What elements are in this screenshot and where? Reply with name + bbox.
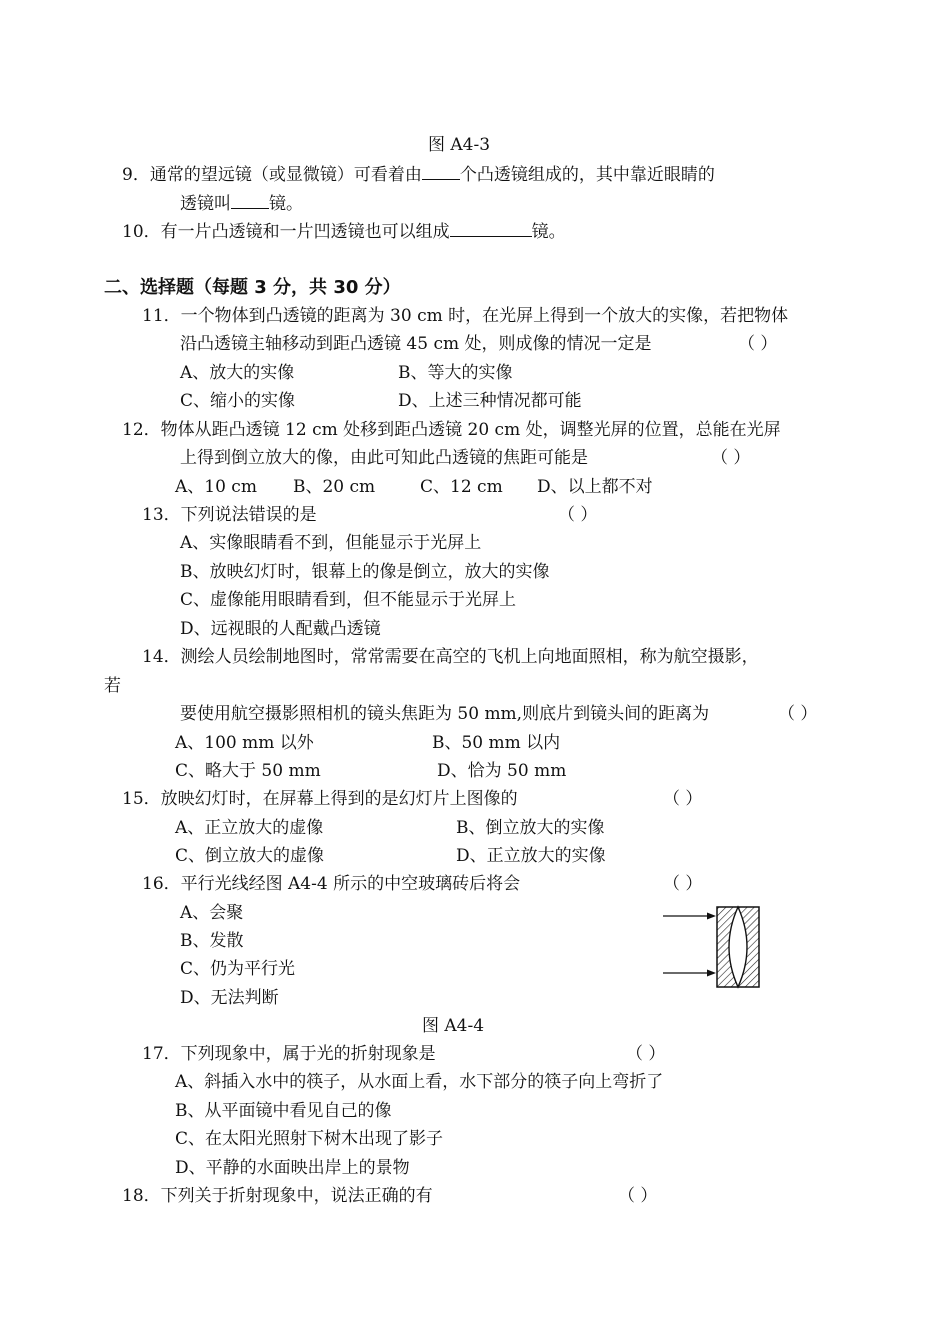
- question-12-line-2: 上得到倒立放大的像，由此可知此凸透镜的焦距可能是: [180, 448, 588, 468]
- q11-option-c[interactable]: C、缩小的实像: [180, 391, 296, 411]
- question-17-line-1: 17．下列现象中，属于光的折射现象是: [142, 1044, 436, 1064]
- q10-text-pre: 10．有一片凸透镜和一片凹透镜也可以组成: [122, 222, 450, 242]
- q16-option-b[interactable]: B、发散: [180, 931, 244, 951]
- q12-answer-paren[interactable]: （ ）: [711, 448, 751, 468]
- question-13-line-1: 13．下列说法错误的是: [142, 505, 317, 525]
- question-18-line-1: 18．下列关于折射现象中，说法正确的有: [122, 1186, 433, 1206]
- q14-answer-paren[interactable]: （ ）: [778, 704, 818, 724]
- figure-a4-4-caption: 图 A4-4: [422, 1016, 485, 1036]
- q12-option-d[interactable]: D、以上都不对: [537, 477, 653, 497]
- q18-answer-paren[interactable]: （ ）: [618, 1186, 658, 1206]
- question-11-line-2: 沿凸透镜主轴移动到距凸透镜 45 cm 处，则成像的情况一定是: [180, 334, 652, 354]
- question-14-line-2: 要使用航空摄影照相机的镜头焦距为 50 mm,则底片到镜头间的距离为: [180, 704, 710, 724]
- q12-option-a[interactable]: A、10 cm: [175, 477, 257, 497]
- q12-option-c[interactable]: C、12 cm: [420, 477, 503, 497]
- q14-option-b[interactable]: B、50 mm 以内: [432, 733, 561, 753]
- q17-option-c[interactable]: C、在太阳光照射下树木出现了影子: [175, 1129, 444, 1149]
- q17-option-d[interactable]: D、平静的水面映出岸上的景物: [175, 1158, 410, 1178]
- q16-answer-paren[interactable]: （ ）: [663, 874, 703, 894]
- q17-option-b[interactable]: B、从平面镜中看见自己的像: [175, 1101, 392, 1121]
- q9-text-post: 个凸透镜组成的，其中靠近眼睛的: [459, 165, 715, 185]
- question-12-line-1: 12．物体从距凸透镜 12 cm 处移到距凸透镜 20 cm 处，调整光屏的位置，总能在光屏: [122, 420, 781, 440]
- q15-option-b[interactable]: B、倒立放大的实像: [456, 818, 605, 838]
- q11-answer-paren[interactable]: （ ）: [738, 334, 778, 354]
- question-14-line-1: 14．测绘人员绘制地图时，常常需要在高空的飞机上向地面照相，称为航空摄影，: [142, 647, 759, 667]
- question-11-line-1: 11．一个物体到凸透镜的距离为 30 cm 时，在光屏上得到一个放大的实像，若把物体: [142, 306, 789, 326]
- q15-option-a[interactable]: A、正立放大的虚像: [175, 818, 324, 838]
- question-9-line-1: [122, 163, 715, 186]
- q9-blank-1[interactable]: [422, 163, 460, 180]
- question-9-line-2: [180, 192, 303, 215]
- arrow-head-bottom-icon: [707, 970, 716, 977]
- q9-text-pre: 9．通常的望远镜（或显微镜）可看着由: [122, 165, 422, 185]
- q13-option-a[interactable]: A、实像眼睛看不到，但能显示于光屏上: [180, 533, 482, 553]
- arrow-head-top-icon: [707, 913, 716, 920]
- q16-option-d[interactable]: D、无法判断: [180, 988, 279, 1008]
- question-15-line-1: 15．放映幻灯时，在屏幕上得到的是幻灯片上图像的: [122, 789, 518, 809]
- q10-text-post: 镜。: [531, 222, 566, 242]
- q10-blank[interactable]: [450, 220, 532, 237]
- q14-option-a[interactable]: A、100 mm 以外: [175, 733, 314, 753]
- q17-option-a[interactable]: A、斜插入水中的筷子，从水面上看，水下部分的筷子向上弯折了: [175, 1072, 664, 1092]
- q11-option-d[interactable]: D、上述三种情况都可能: [398, 391, 582, 411]
- q13-option-c[interactable]: C、虚像能用眼睛看到，但不能显示于光屏上: [180, 590, 517, 610]
- q12-option-b[interactable]: B、20 cm: [293, 477, 376, 497]
- q15-option-d[interactable]: D、正立放大的实像: [456, 846, 606, 866]
- q15-answer-paren[interactable]: （ ）: [663, 789, 703, 809]
- q17-answer-paren[interactable]: （ ）: [626, 1044, 666, 1064]
- question-10: [122, 220, 566, 243]
- q14-option-c[interactable]: C、略大于 50 mm: [175, 761, 321, 781]
- q11-option-a[interactable]: A、放大的实像: [180, 363, 295, 383]
- q13-option-d[interactable]: D、远视眼的人配戴凸透镜: [180, 619, 381, 639]
- figure-a4-3-caption: 图 A4-3: [428, 135, 491, 155]
- figure-a4-4-hollow-glass-brick: [660, 902, 770, 992]
- q9-line2-post: 镜。: [269, 194, 303, 214]
- question-14-line-1b: 若: [104, 676, 121, 696]
- q9-blank-2[interactable]: [231, 192, 269, 209]
- q15-option-c[interactable]: C、倒立放大的虚像: [175, 846, 325, 866]
- question-16-line-1: 16．平行光线经图 A4-4 所示的中空玻璃砖后将会: [142, 874, 521, 894]
- q9-line2-pre: 透镜叫: [180, 194, 231, 214]
- q14-option-d[interactable]: D、恰为 50 mm: [437, 761, 567, 781]
- section-2-title: 二、选择题（每题 3 分，共 30 分）: [104, 277, 401, 298]
- q16-option-c[interactable]: C、仍为平行光: [180, 959, 296, 979]
- q16-option-a[interactable]: A、会聚: [180, 903, 244, 923]
- q11-option-b[interactable]: B、等大的实像: [398, 363, 513, 383]
- q13-answer-paren[interactable]: （ ）: [558, 505, 598, 525]
- q13-option-b[interactable]: B、放映幻灯时，银幕上的像是倒立，放大的实像: [180, 562, 550, 582]
